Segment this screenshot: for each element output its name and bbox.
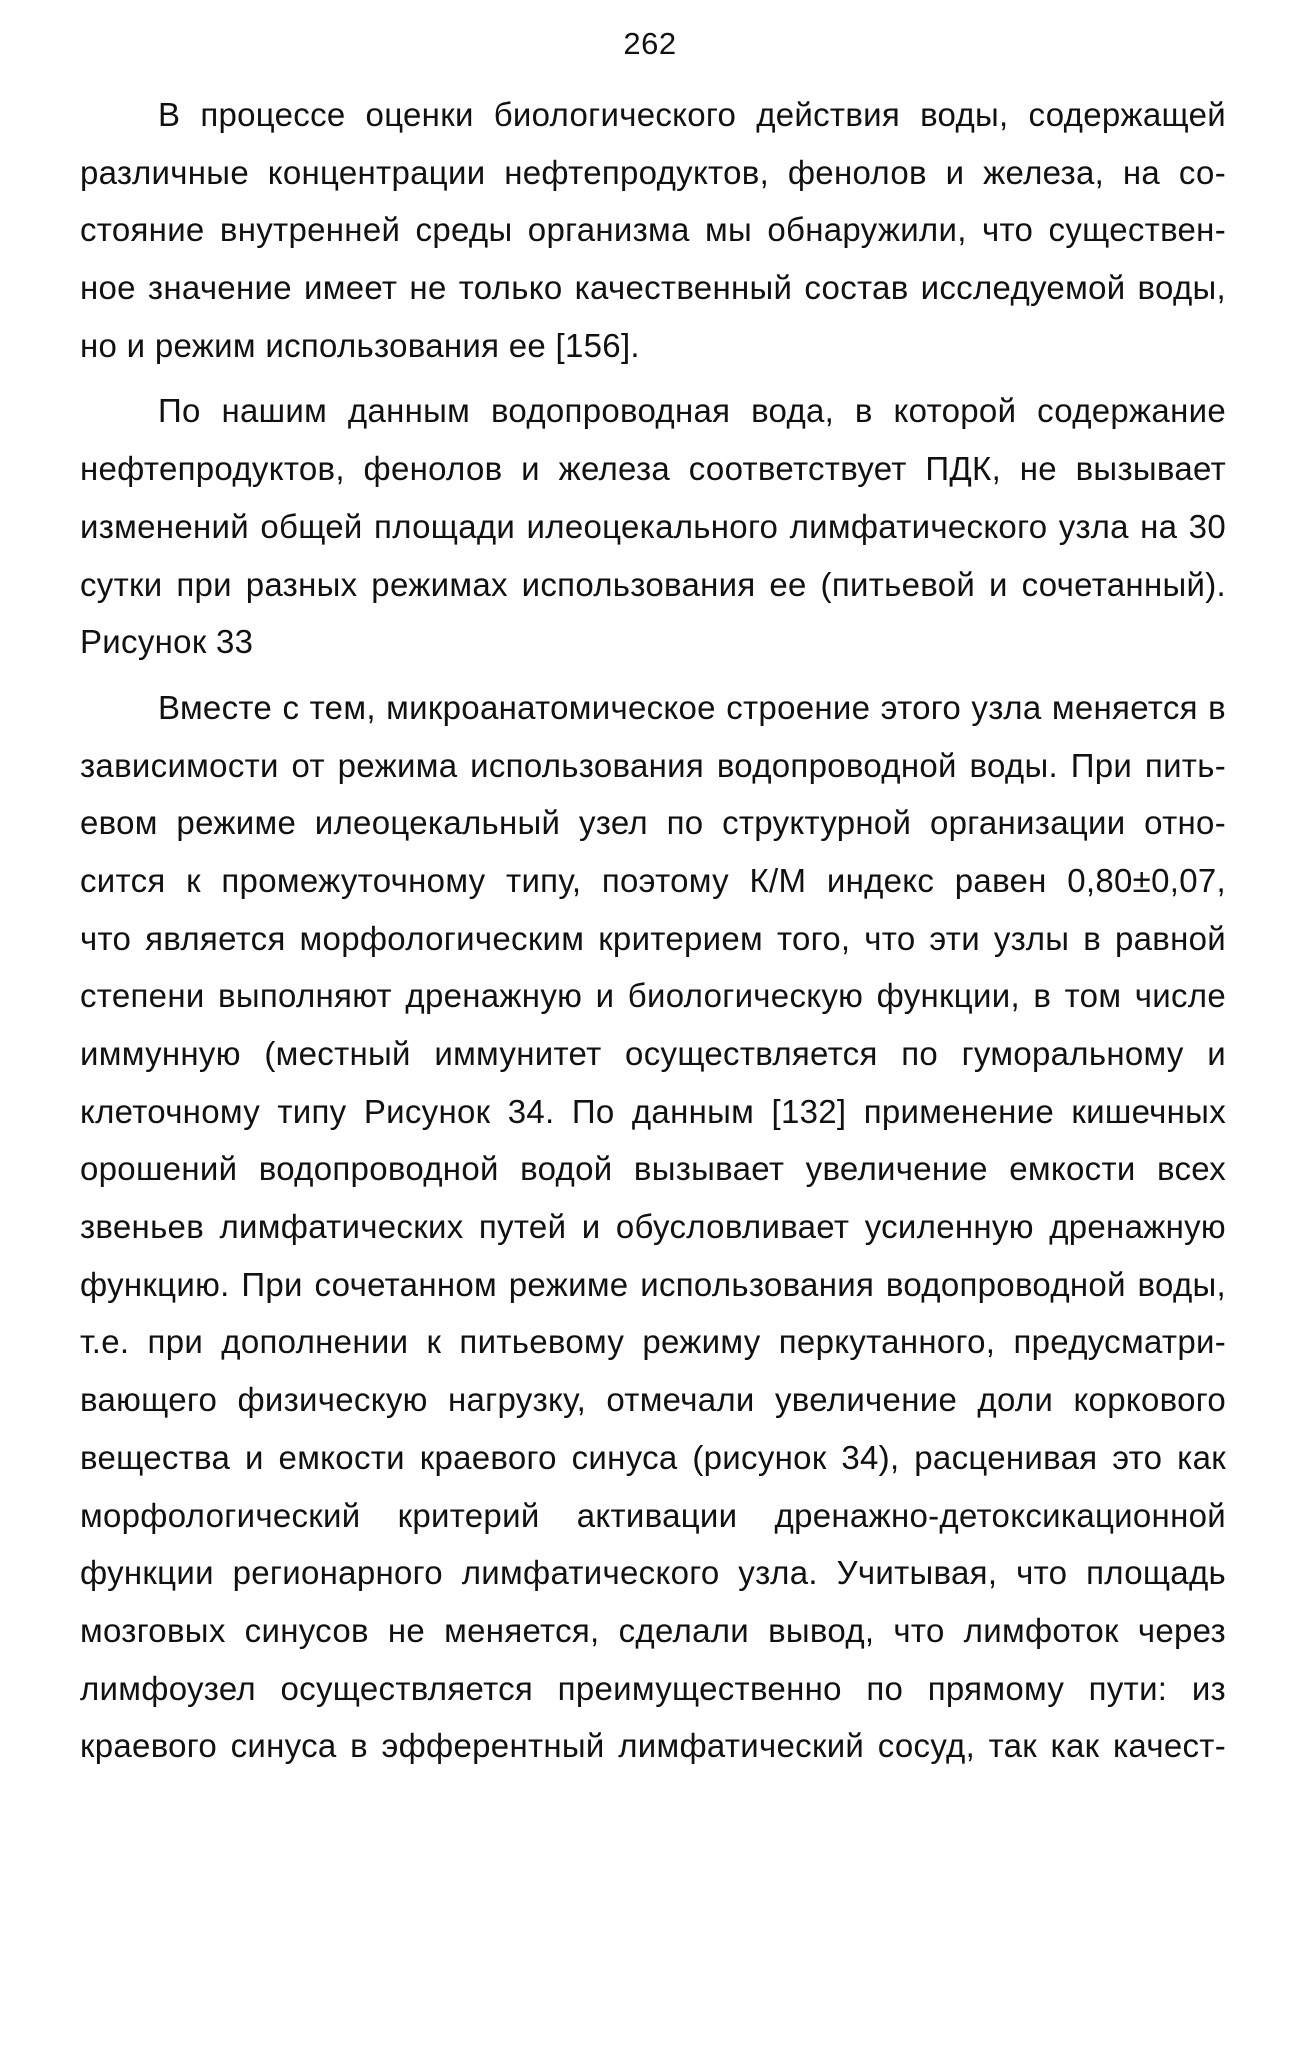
paragraph-line: евом режиме илеоцекальный узел по структурной организации отно- (80, 804, 1226, 842)
page-number: 262 (623, 26, 677, 61)
paragraph-line: сутки при разных режимах использования ее (питьевой и сочетанный). (80, 565, 1226, 603)
paragraph-2 (80, 382, 1226, 670)
paragraph-line: что является морфологическим критерием того, что эти узлы в равной (80, 919, 1226, 957)
paragraph-line: вающего физическую нагрузку, отмечали увеличение доли коркового (80, 1381, 1226, 1419)
paragraph-line: орошений водопроводной водой вызывает увеличение емкости всех (80, 1150, 1226, 1188)
paragraph-line: иммунную (местный иммунитет осуществляется по гуморальному и (80, 1035, 1226, 1072)
paragraph-line: т.е. при дополнении к питьевому режиму перкутанного, предусматри- (80, 1323, 1226, 1361)
paragraph-line: функцию. При сочетанном режиме использования водопроводной воды, (80, 1265, 1226, 1303)
paragraph-line: сится к промежуточному типу, поэтому К/М индекс равен 0,80±0,07, (80, 861, 1226, 899)
paragraph-line: зависимости от режима использования водопроводной воды. При пить- (80, 746, 1226, 784)
paragraph-line: функции регионарного лимфатического узла. Учитывая, что площадь (80, 1554, 1226, 1592)
paragraph-line: вещества и емкости краевого синуса (рисунок 34), расценивая это как (80, 1438, 1226, 1476)
paragraph-line: Рисунок 33 (80, 623, 254, 661)
paragraph-line: стояние внутренней среды организма мы обнаружили, что существен- (80, 211, 1226, 249)
paragraph-3 (80, 679, 1226, 1775)
body-text (80, 86, 1226, 1775)
paragraph-line: степени выполняют дренажную и биологическую функции, в том числе (80, 977, 1226, 1015)
paragraph-line: ное значение имеет не только качественный состав исследуемой воды, (80, 269, 1226, 307)
paragraph-line: краевого синуса в эфферентный лимфатический сосуд, так как качест- (80, 1727, 1226, 1765)
paragraph-line: изменений общей площади илеоцекального лимфатического узла на 30 (80, 507, 1226, 545)
paragraph-line: но и режим использования ее [156]. (80, 326, 640, 364)
paragraph-line: различные концентрации нефтепродуктов, фенолов и железа, на со- (80, 153, 1226, 191)
paragraph-line: морфологический критерий активации дренажно-детоксикационной (80, 1496, 1226, 1534)
paragraph-line: нефтепродуктов, фенолов и железа соответствует ПДК, не вызывает (80, 450, 1226, 488)
paragraph-line: В процессе оценки биологического действия воды, содержащей (158, 96, 1226, 133)
paragraph-line: Вместе с тем, микроанатомическое строение этого узла меняется в (158, 688, 1226, 726)
paragraph-line: По нашим данным водопроводная вода, в которой содержание (158, 392, 1226, 430)
paragraph-1 (80, 86, 1226, 374)
paragraph-line: клеточному типу Рисунок 34. По данным [132] применение кишечных (80, 1092, 1226, 1130)
paragraph-line: звеньев лимфатических путей и обусловливает усиленную дренажную (80, 1208, 1226, 1246)
paragraph-line: мозговых синусов не меняется, сделали вывод, что лимфоток через (80, 1611, 1226, 1649)
paragraph-line: лимфоузел осуществляется преимущественно по прямому пути: из (80, 1669, 1226, 1707)
